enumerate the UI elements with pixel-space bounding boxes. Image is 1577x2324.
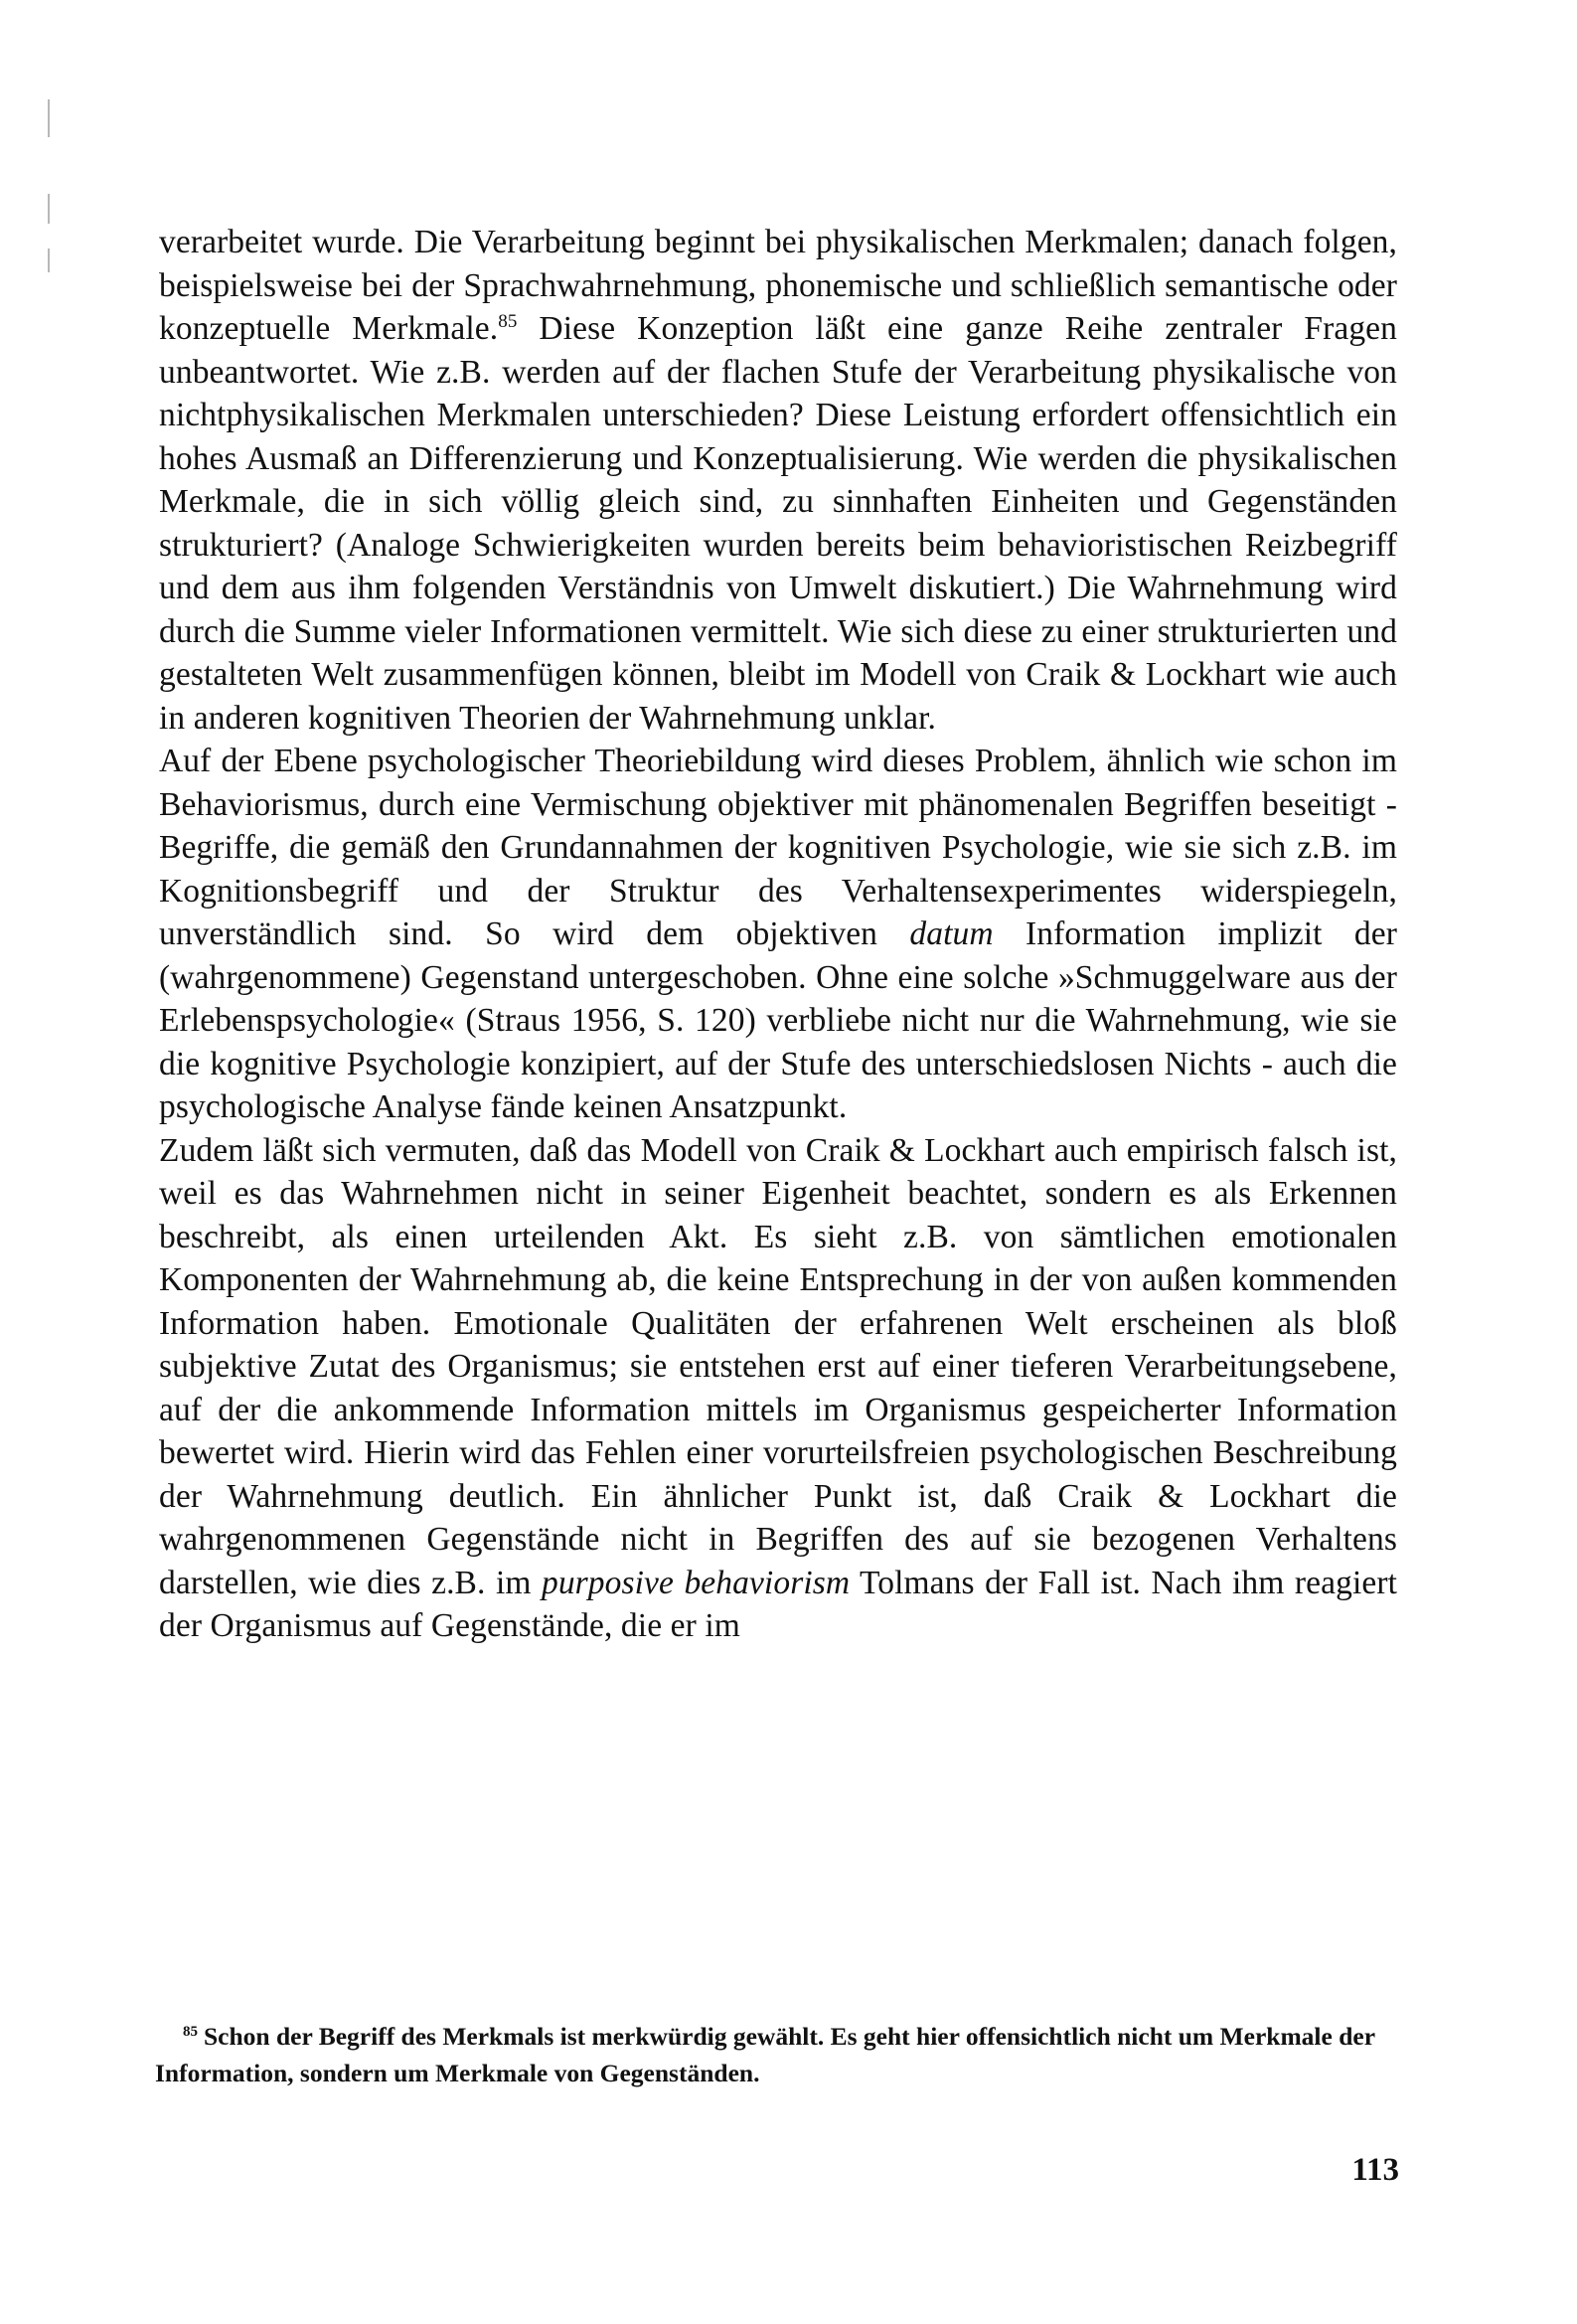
scan-mark <box>48 249 50 272</box>
paragraph-3-italic: purposive behaviorism <box>541 1564 851 1601</box>
paragraph-1-text-b: Diese Konzeption läßt eine ganze Reihe zentraler Fragen unbeantwortet. Wie z.B. werden auf der flachen Stufe der Verarbeitung physikalische von nichtphysikalischen Merkmalen unterschieden? Diese Leistung erfordert offensichtlich ein hohes Ausmaß an Differenzierung und Konzeptualisierung. Wie werden die physikalischen Merkmale, die in sich völlig gleich sind, zu sinnhaften Einheiten und Gegenständen strukturiert? (Analoge Schwierigkeiten wurden bereits beim behavioristischen Reizbegriff und dem aus ihm folgenden Verständnis von Umwelt diskutiert.) Die Wahrnehmung wird durch die Summe vieler Informationen vermittelt. Wie sich diese zu einer strukturierten und gestalteten Welt zusammenfügen können, bleibt im Modell von Craik & Lockhart wie auch in anderen kognitiven Theorien der Wahrnehmung unklar. <box>159 310 1398 737</box>
paragraph-2-text-b: Information implizit der (wahrgenommene) Gegenstand untergeschoben. Ohne eine solche »Schmuggelware aus der Erlebenspsychologie« (Straus 1956, S. 120) verbliebe nicht nur die Wahrnehmung, wie sie die kognitive Psychologie konzipiert, auf der Stufe des unterschiedslosen Nichts - auch die psychologische Analyse fände keinen Ansatzpunkt. <box>159 915 1397 1125</box>
footnote-number: 85 <box>183 2023 198 2040</box>
body-text <box>159 221 1397 1648</box>
paragraph-2-italic: datum <box>909 915 994 952</box>
page-number: 113 <box>1351 2152 1399 2188</box>
paragraph-2 <box>159 740 1397 1129</box>
paragraph-1 <box>159 221 1397 740</box>
footnote <box>155 2018 1397 2091</box>
scan-mark <box>48 99 50 137</box>
paragraph-3-text-b: Tolmans der Fall ist. Nach ihm reagiert der Organismus auf Gegenstände, die er im <box>159 1564 1397 1644</box>
paragraph-1-text-a: verarbeitet wurde. Die Verarbeitung beginnt bei physikalischen Merkmalen; danach folgen, beispielsweise bei der Sprachwahrnehmung, phonemische und schließlich semantische oder konzeptuelle Merkmale. <box>159 224 1397 347</box>
scan-mark <box>48 194 50 224</box>
scan-edge-marks <box>48 99 52 278</box>
footnote-text: Schon der Begriff des Merkmals ist merkwürdig gewählt. Es geht hier offensichtlich nicht um Merkmale der Information, sondern um Merkmale von Gegenständen. <box>155 2022 1375 2087</box>
paragraph-3 <box>159 1129 1397 1648</box>
paragraph-3-text-a: Zudem läßt sich vermuten, daß das Modell von Craik & Lockhart auch empirisch falsch ist, weil es das Wahrnehmen nicht in seiner Eigenheit beachtet, sondern es als Erkennen beschreibt, als einen urteilenden Akt. Es sieht z.B. von sämtlichen emotionalen Komponenten der Wahrnehmung ab, die keine Entsprechung in der von außen kommenden Information haben. Emotionale Qualitäten der erfahrenen Welt erscheinen als bloß subjektive Zutat des Organismus; sie entstehen erst auf einer tieferen Verarbeitungsebene, auf der die ankommende Information mittels im Organismus gespeicherter Information bewertet wird. Hierin wird das Fehlen einer vorurteilsfreien psychologischen Beschreibung der Wahrnehmung deutlich. Ein ähnlicher Punkt ist, daß Craik & Lockhart die wahrgenommenen Gegenstände nicht in Begriffen des auf sie bezogenen Verhaltens darstellen, wie dies z.B. im <box>159 1131 1397 1601</box>
paragraph-2-text-a: Auf der Ebene psychologischer Theoriebildung wird dieses Problem, ähnlich wie schon im Behaviorismus, durch eine Vermischung objektiver mit phänomenalen Begriffen beseitigt - Begriffe, die gemäß den Grundannahmen der kognitiven Psychologie, wie sie sich z.B. im Kognitionsbegriff und der Struktur des Verhaltensexperimentes widerspiegeln, unverständlich sind. So wird dem objektiven <box>159 743 1397 952</box>
footnote-reference[interactable]: 85 <box>498 310 518 332</box>
